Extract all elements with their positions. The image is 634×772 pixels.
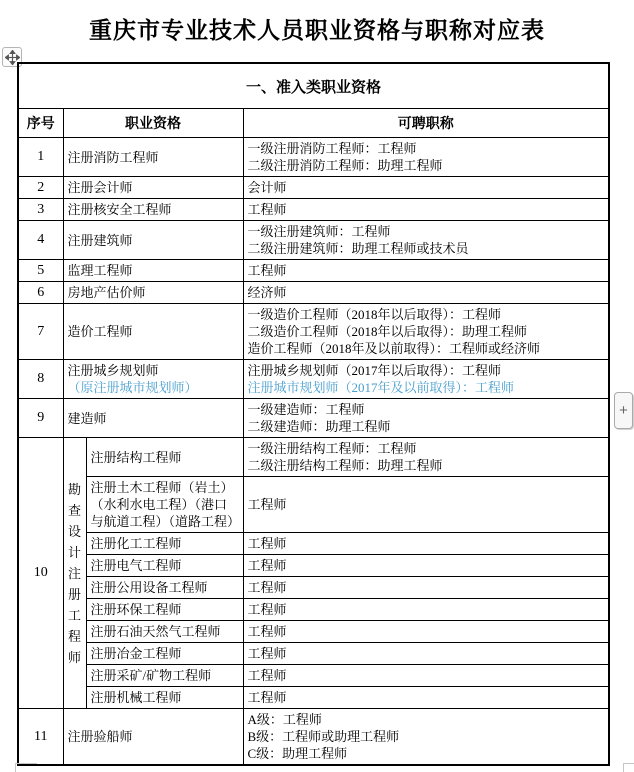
qualification-line: 注册公用设备工程师 (90, 580, 208, 595)
title-line: 工程师 (247, 668, 287, 683)
titles-cell (243, 477, 609, 533)
titles-cell (243, 282, 609, 304)
table-row (18, 555, 609, 577)
qualification-cell (86, 643, 243, 665)
title-line: 工程师 (247, 558, 287, 573)
qualification-cell (63, 360, 243, 399)
qualification-cell (86, 438, 243, 477)
table-row (18, 438, 609, 477)
qualification-cell (63, 282, 243, 304)
qualification-cell (63, 399, 243, 438)
qualification-line: 注册城乡规划师 (67, 363, 159, 378)
qualification-line: 注册结构工程师 (90, 449, 182, 465)
title-line: 二级注册消防工程师：助理工程师 (247, 158, 443, 173)
table-row (18, 621, 609, 643)
title-line: 二级建造师：助理工程师 (247, 419, 391, 434)
qualification-cell (63, 709, 243, 766)
qualification-line: 注册土木工程师（岩土） (90, 480, 234, 495)
insert-control-plus-button[interactable] (614, 392, 633, 429)
qualification-cell (86, 533, 243, 555)
table-row (18, 399, 609, 438)
table-row (18, 360, 609, 399)
qualification-line: 注册石油天然气工程师 (90, 624, 221, 639)
titles-cell (243, 221, 609, 260)
title-line: 工程师 (247, 536, 287, 551)
qualification-cell (63, 260, 243, 282)
title-line: 工程师 (247, 646, 287, 661)
table-row (18, 221, 609, 260)
qualification-line: （水利水电工程）（港口 (90, 497, 228, 512)
title-line: 造价工程师（2018年及以前取得）：工程师或经济师 (247, 341, 541, 356)
row-number: 6 (18, 282, 63, 304)
column-header-qualification: 职业资格 (63, 109, 243, 138)
table-row (18, 643, 609, 665)
titles-cell (243, 260, 609, 282)
qualification-cell (86, 621, 243, 643)
row-number: 4 (18, 221, 63, 260)
table-row (18, 304, 609, 360)
qualification-line: 注册消防工程师 (67, 149, 159, 165)
titles-cell (243, 199, 609, 221)
table-row (18, 533, 609, 555)
qualification-cell (86, 555, 243, 577)
table-row (18, 577, 609, 599)
title-line: 工程师 (247, 202, 287, 217)
titles-cell (243, 599, 609, 621)
qualification-cell (86, 477, 243, 533)
titles-cell (243, 709, 609, 766)
page-title: 重庆市专业技术人员职业资格与职称对应表 (89, 17, 545, 43)
table-row (18, 260, 609, 282)
qualification-line: 注册采矿/矿物工程师 (90, 668, 212, 683)
qualification-line: 注册会计师 (67, 180, 133, 195)
title-line: 经济师 (247, 285, 287, 300)
title-line: 二级造价工程师（2018年以后取得）：助理工程师 (247, 324, 528, 339)
title-line: B级：工程师或助理工程师 (247, 729, 400, 744)
title-line: 二级注册建筑师：助理工程师或技术员 (247, 241, 469, 256)
row-number: 2 (18, 177, 63, 199)
table-row (18, 199, 609, 221)
table-row (18, 477, 609, 533)
table-row (18, 138, 609, 177)
row-number: 5 (18, 260, 63, 282)
titles-cell (243, 577, 609, 599)
titles-cell (243, 643, 609, 665)
title-line: 二级注册结构工程师：助理工程师 (247, 458, 443, 473)
title-line: 工程师 (247, 624, 287, 639)
qualification-cell (63, 138, 243, 177)
row-number: 1 (18, 138, 63, 177)
titles-cell (243, 138, 609, 177)
qualification-cell (86, 577, 243, 599)
row-number: 7 (18, 304, 63, 360)
qualification-line: 与航道工程）（道路工程） (90, 514, 241, 529)
table-row (18, 709, 609, 766)
qualification-cell (63, 304, 243, 360)
qualification-table (17, 62, 610, 766)
titles-cell (243, 665, 609, 687)
qualification-line: （原注册城市规划师） (67, 380, 198, 395)
titles-cell (243, 533, 609, 555)
qualification-line: 注册验船师 (67, 729, 133, 744)
qualification-cell (86, 687, 243, 709)
row-number: 8 (18, 360, 63, 399)
titles-cell (243, 304, 609, 360)
table-row (18, 282, 609, 304)
qualification-line: 监理工程师 (67, 263, 133, 278)
qualification-line: 注册机械工程师 (90, 690, 182, 705)
qualification-line: 注册建筑师 (67, 232, 133, 248)
title-line: C级：助理工程师 (247, 746, 348, 761)
title-line: 一级注册结构工程师：工程师 (247, 441, 417, 456)
qualification-cell (86, 599, 243, 621)
section-header: 一、准入类职业资格 (18, 63, 609, 109)
qualification-cell (86, 665, 243, 687)
titles-cell (243, 555, 609, 577)
titles-cell (243, 687, 609, 709)
title-line: 会计师 (247, 180, 287, 195)
table-row (18, 665, 609, 687)
title-line: 一级注册消防工程师：工程师 (247, 141, 417, 156)
qualification-line: 房地产估价师 (67, 285, 146, 300)
qualification-cell (63, 177, 243, 199)
row-number: 11 (18, 709, 63, 766)
qualification-cell (63, 199, 243, 221)
column-header-titles: 可聘职称 (243, 109, 609, 138)
row-number: 3 (18, 199, 63, 221)
qualification-line: 注册电气工程师 (90, 558, 182, 573)
table-row (18, 687, 609, 709)
row-number: 10 (18, 438, 63, 709)
row-number: 9 (18, 399, 63, 438)
title-line: 注册城市规划师（2017年及以前取得）：工程师 (247, 380, 515, 395)
qualification-line: 注册冶金工程师 (90, 646, 182, 661)
column-header-no: 序号 (18, 109, 63, 138)
qualification-line: 注册化工工程师 (90, 536, 182, 551)
titles-cell (243, 621, 609, 643)
title-line: 工程师 (247, 497, 287, 512)
qualification-cell (63, 221, 243, 260)
qualification-line: 造价工程师 (67, 324, 133, 339)
title-line: 工程师 (247, 602, 287, 617)
plus-icon: + (619, 402, 628, 419)
title-line: 工程师 (247, 690, 287, 705)
titles-cell (243, 360, 609, 399)
title-line: 注册城乡规划师（2017年以后取得）：工程师 (247, 363, 502, 378)
title-line: 工程师 (247, 580, 287, 595)
title-line: 工程师 (247, 263, 287, 278)
qualification-line: 建造师 (67, 410, 107, 426)
qualification-line: 注册核安全工程师 (67, 202, 172, 217)
titles-cell (243, 438, 609, 477)
titles-cell (243, 399, 609, 438)
group-label-vertical: 勘查设计注册工程师 (63, 438, 86, 709)
title-line: 一级注册建筑师：工程师 (247, 224, 391, 239)
title-line: 一级造价工程师（2018年以后取得）：工程师 (247, 307, 502, 322)
title-line: A级：工程师 (247, 712, 322, 727)
table-row (18, 177, 609, 199)
titles-cell (243, 177, 609, 199)
qualification-line: 注册环保工程师 (90, 602, 182, 617)
table-row (18, 599, 609, 621)
title-line: 一级建造师：工程师 (247, 402, 365, 417)
